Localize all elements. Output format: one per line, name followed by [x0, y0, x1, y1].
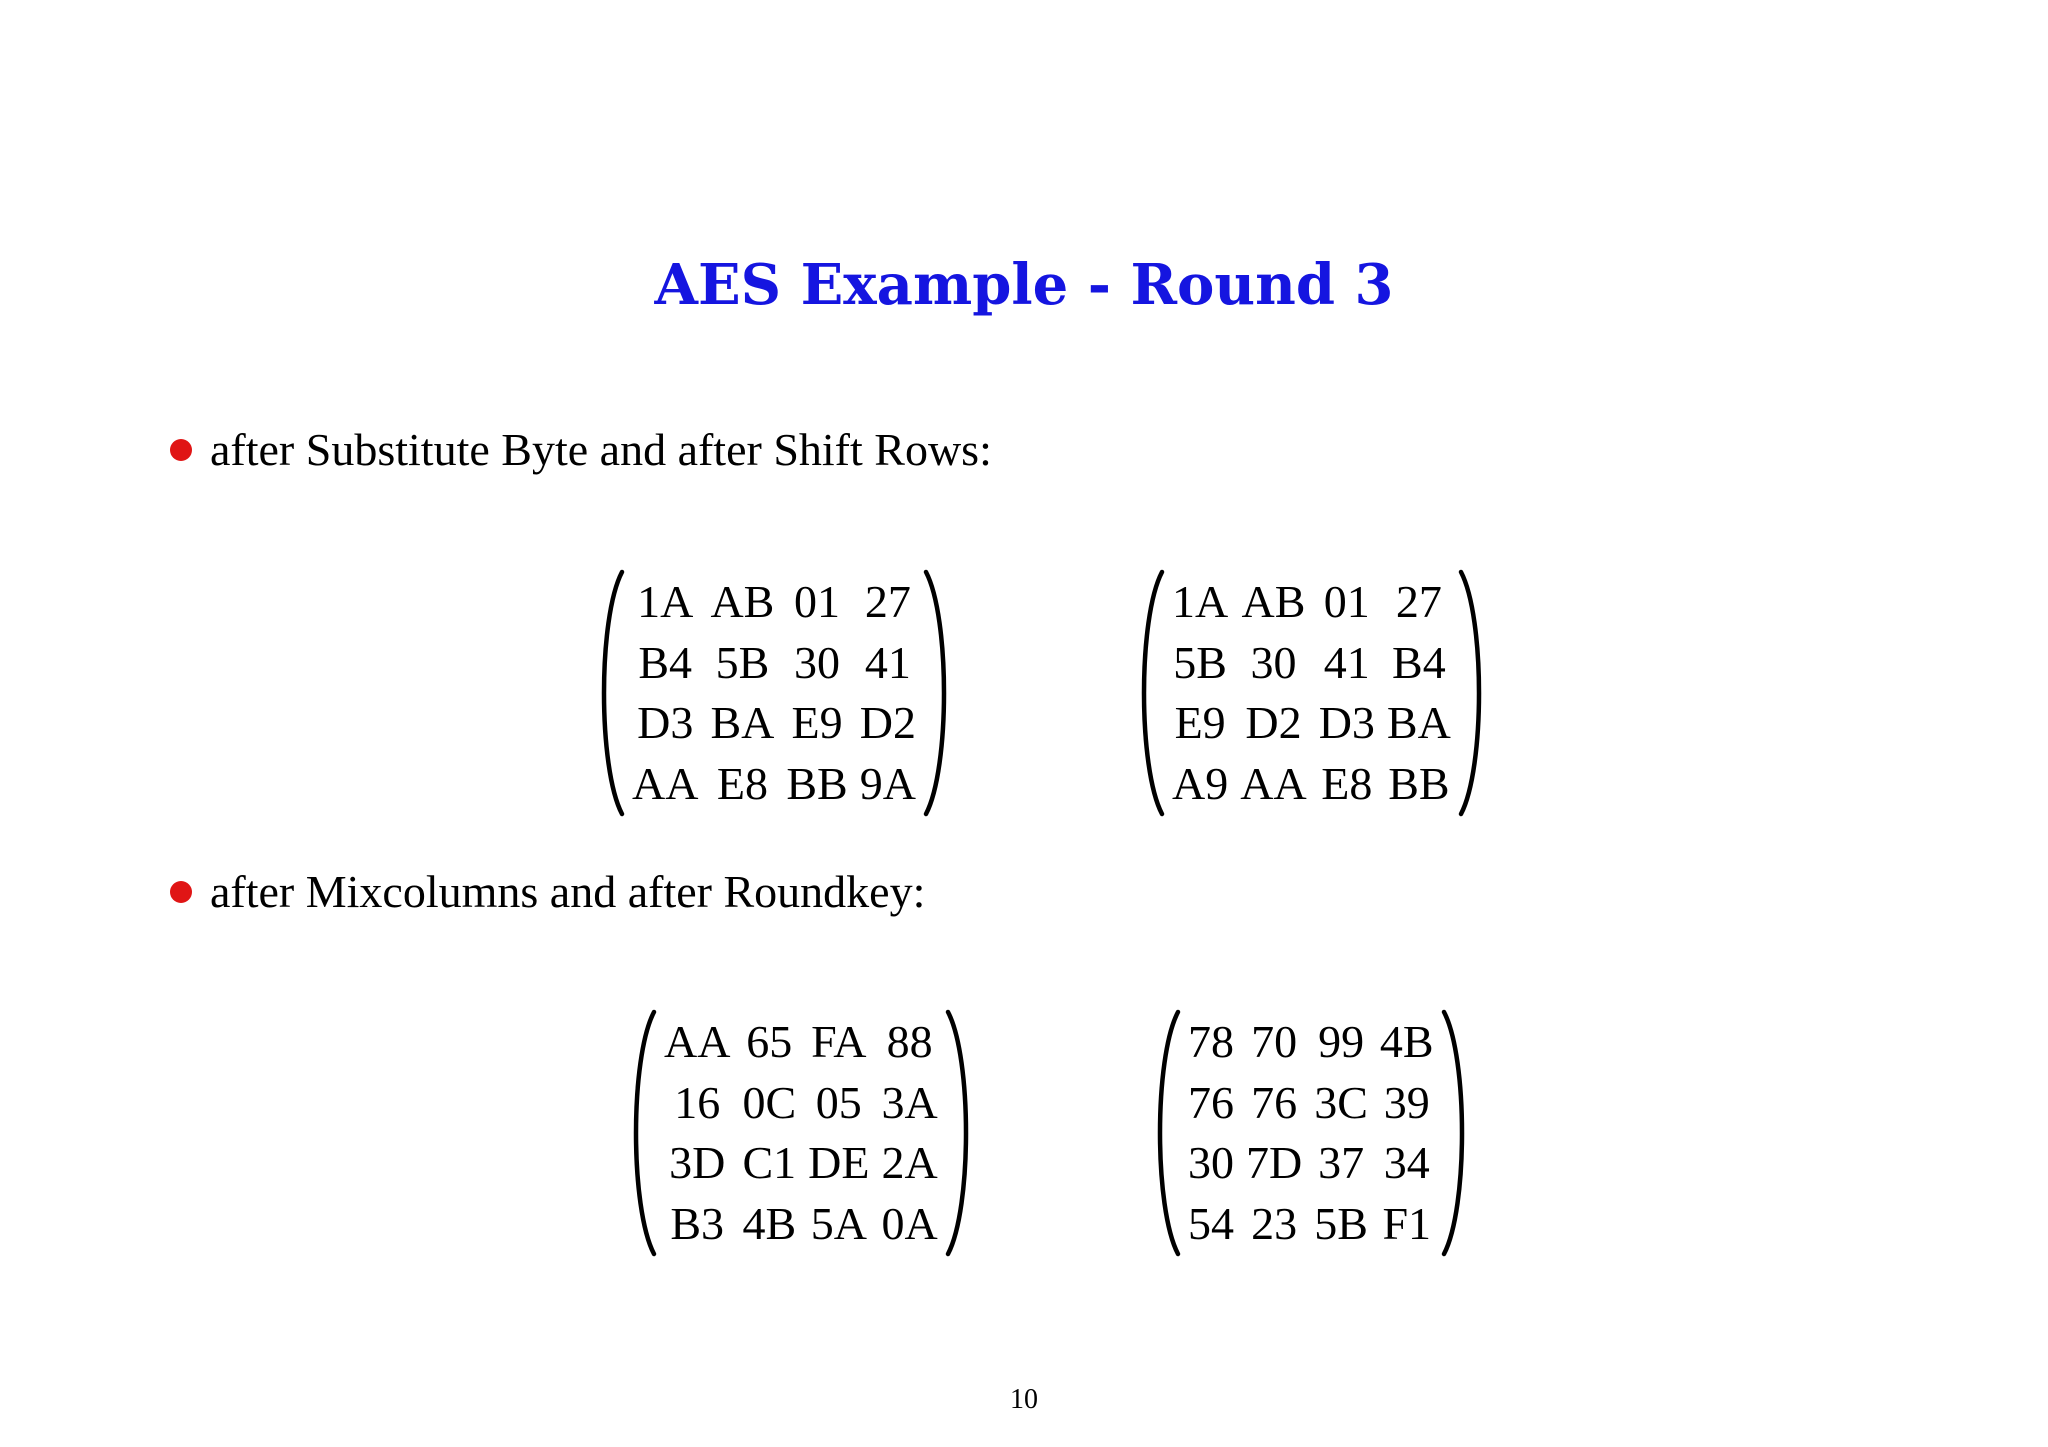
matrix-cell: BA	[1386, 697, 1451, 749]
matrix-cell: E9	[1174, 697, 1226, 749]
matrix-cell: E8	[716, 757, 768, 809]
matrix-cell: 2A	[881, 1137, 938, 1189]
matrix-cell: D2	[1245, 697, 1302, 749]
matrix-cell: 54	[1188, 1197, 1234, 1249]
matrix-substitute-byte	[596, 568, 952, 818]
bullet-dot-icon	[170, 881, 192, 903]
matrix-cell: B3	[670, 1197, 725, 1249]
matrix-cell: 30	[1250, 636, 1297, 688]
matrix-cell: 37	[1318, 1137, 1365, 1189]
matrix-cell: 1A	[637, 576, 694, 628]
matrix-cell: 3C	[1314, 1076, 1368, 1128]
bullet-dot-icon	[170, 439, 192, 461]
matrix-cell: 0C	[742, 1076, 797, 1128]
matrix-cell: 76	[1188, 1076, 1234, 1128]
matrix-cell: BB	[786, 757, 848, 809]
matrix-cell: BB	[1388, 757, 1450, 809]
matrix-cell: B4	[1392, 636, 1446, 688]
slide-title: AES Example - Round 3	[654, 252, 1394, 318]
matrix-cell: 5B	[715, 636, 770, 688]
matrix-cell: 05	[815, 1076, 862, 1128]
matrix-cell: DE	[808, 1137, 870, 1189]
matrix-cell: 16	[674, 1076, 721, 1128]
matrix-cell: AB	[1241, 576, 1306, 628]
matrix-cell: 41	[864, 636, 911, 688]
matrix-mixcolumns	[628, 1008, 974, 1258]
matrix-roundkey	[1152, 1008, 1470, 1258]
matrix-cell: 5B	[1314, 1197, 1368, 1249]
matrix-cell: 9A	[859, 757, 916, 809]
matrix-grid	[658, 1008, 944, 1258]
matrix-cell: D2	[859, 697, 916, 749]
matrix-grid	[1166, 568, 1457, 818]
matrix-cell: 30	[1188, 1137, 1234, 1189]
matrix-cell: 27	[1395, 576, 1442, 628]
left-paren-icon	[1152, 1008, 1182, 1258]
matrix-cell: 88	[886, 1016, 933, 1068]
matrix-cell: C1	[742, 1137, 797, 1189]
page-number: 10	[1010, 1384, 1038, 1415]
matrix-cell: E9	[791, 697, 843, 749]
right-paren-icon	[1440, 1008, 1470, 1258]
matrix-cell: 27	[864, 576, 911, 628]
matrix-cell: 3A	[881, 1076, 938, 1128]
left-paren-icon	[628, 1008, 658, 1258]
matrix-cell: AA	[632, 757, 699, 809]
matrix-cell: BA	[710, 697, 775, 749]
matrix-cell: 30	[794, 636, 841, 688]
matrix-cell: 99	[1318, 1016, 1365, 1068]
matrix-cell: 3D	[669, 1137, 726, 1189]
matrix-cell: FA	[811, 1016, 867, 1068]
matrix-cell: 39	[1383, 1076, 1430, 1128]
matrix-cell: 78	[1188, 1016, 1234, 1068]
matrix-cell: D3	[1318, 697, 1375, 749]
bullet-item-substitute-shift	[170, 420, 992, 480]
matrix-cell: F1	[1382, 1197, 1432, 1249]
matrix-cell: 23	[1251, 1197, 1298, 1249]
matrix-grid	[1182, 1008, 1440, 1258]
matrix-cell: 4B	[1379, 1016, 1434, 1068]
matrix-cell: 41	[1323, 636, 1370, 688]
matrix-cell: 5A	[810, 1197, 867, 1249]
matrix-cell: 7D	[1246, 1137, 1303, 1189]
bullet-item-mixcolumns-roundkey	[170, 862, 925, 922]
matrix-cell: 0A	[881, 1197, 938, 1249]
matrix-cell: 65	[746, 1016, 793, 1068]
matrix-cell: 4B	[742, 1197, 797, 1249]
matrix-cell: AA	[664, 1016, 731, 1068]
right-paren-icon	[922, 568, 952, 818]
right-paren-icon	[1457, 568, 1487, 818]
matrix-cell: 5B	[1173, 636, 1227, 688]
left-paren-icon	[596, 568, 626, 818]
matrix-grid	[626, 568, 922, 818]
bullet-text: after Mixcolumns and after Roundkey:	[210, 866, 926, 917]
matrix-cell: AA	[1240, 757, 1307, 809]
matrix-cell: 76	[1251, 1076, 1298, 1128]
matrix-cell: 01	[794, 576, 841, 628]
matrix-cell: B4	[638, 636, 693, 688]
matrix-cell: D3	[637, 697, 694, 749]
matrix-cell: 34	[1383, 1137, 1430, 1189]
matrix-cell: AB	[710, 576, 775, 628]
left-paren-icon	[1136, 568, 1166, 818]
matrix-cell: 1A	[1172, 576, 1229, 628]
matrix-cell: E8	[1321, 757, 1373, 809]
bullet-text: after Substitute Byte and after Shift Rows:	[210, 424, 992, 475]
matrix-cell: 01	[1323, 576, 1370, 628]
matrix-shift-rows	[1136, 568, 1487, 818]
right-paren-icon	[944, 1008, 974, 1258]
matrix-cell: A9	[1172, 757, 1229, 809]
matrix-cell: 70	[1251, 1016, 1298, 1068]
